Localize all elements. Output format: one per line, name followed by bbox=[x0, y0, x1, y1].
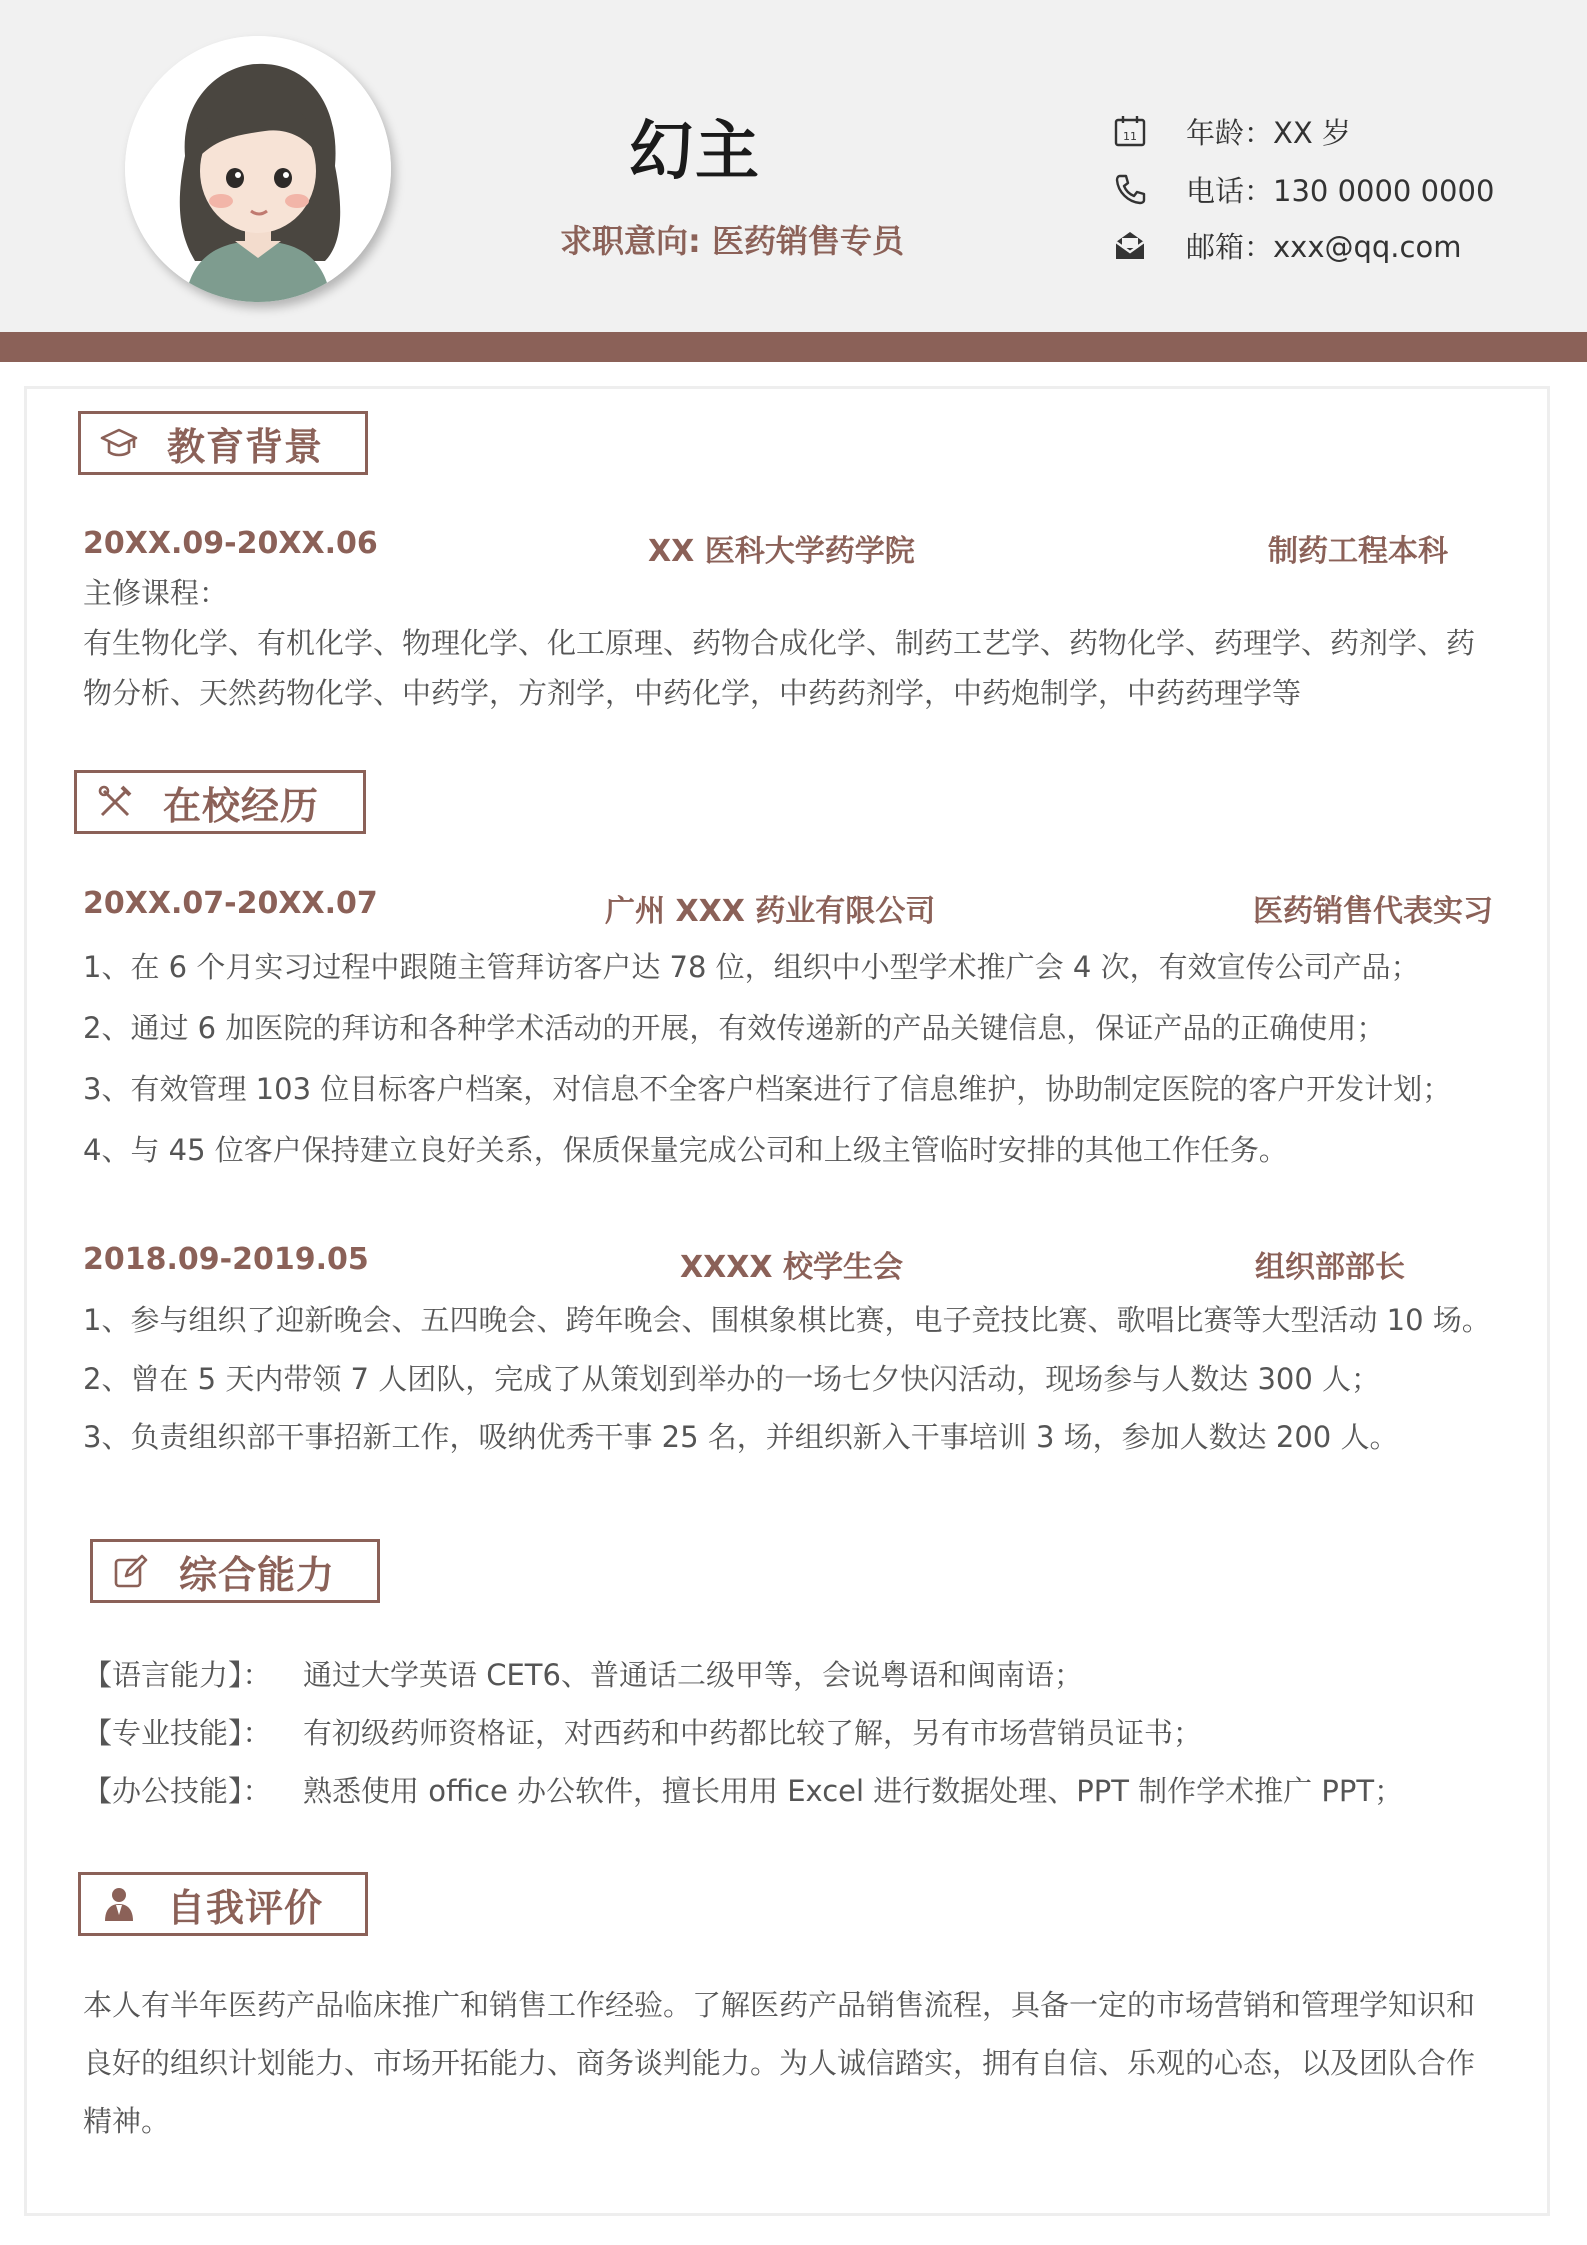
avatar bbox=[125, 36, 391, 302]
experience-1-role: 医药销售代表实习 bbox=[1253, 894, 1493, 929]
contact-age bbox=[1110, 108, 1530, 154]
skill-label: 【语言能力】： bbox=[83, 1658, 272, 1692]
skill-row bbox=[83, 1769, 1403, 1810]
experience-1-bullet: 2、通过 6 加医院的拜访和各种学术活动的开展，有效传递新的产品关键信息，保证产品的正确使用； bbox=[83, 1011, 1386, 1045]
edit-icon bbox=[109, 1549, 153, 1593]
skill-text: 有初级药师资格证，对西药和中药都比较了解，另有市场营销员证书； bbox=[303, 1716, 1203, 1750]
section-title-text: 在校经历 bbox=[163, 783, 320, 828]
email-text: 邮箱：xxx@qq.com bbox=[1186, 229, 1462, 264]
calendar-icon bbox=[1110, 111, 1150, 151]
courses-line-2: 物分析、天然药物化学、中药学，方剂学，中药化学，中药药剂学，中药炮制学，中药药理学等 bbox=[83, 676, 1302, 710]
courses-line-1: 有生物化学、有机化学、物理化学、化工原理、药物合成化学、制药工艺学、药物化学、药理学、药剂学、药 bbox=[83, 626, 1476, 660]
self-eval-line-3: 精神。 bbox=[83, 2104, 171, 2138]
education-major: 制药工程本科 bbox=[1268, 534, 1448, 569]
candidate-name: 幻主 bbox=[629, 115, 761, 189]
skill-row bbox=[83, 1653, 1083, 1694]
age-text: 年龄：XX 岁 bbox=[1186, 115, 1351, 150]
section-title-text: 自我评价 bbox=[167, 1885, 324, 1930]
section-title-education bbox=[78, 411, 368, 475]
education-date: 20XX.09-20XX.06 bbox=[83, 526, 378, 561]
self-eval-line-2: 良好的组织计划能力、市场开拓能力、商务谈判能力。为人诚信踏实，拥有自信、乐观的心态，以及团队合作 bbox=[83, 2046, 1476, 2080]
courses-label: 主修课程： bbox=[83, 576, 229, 610]
envelope-icon bbox=[1110, 225, 1150, 265]
experience-2-bullet: 1、参与组织了迎新晚会、五四晚会、跨年晚会、围棋象棋比赛，电子竞技比赛、歌唱比赛等大型活动 10 场。 bbox=[83, 1303, 1491, 1337]
section-title-experience bbox=[74, 770, 366, 834]
graduation-cap-icon bbox=[97, 421, 141, 465]
experience-2-org: XXXX 校学生会 bbox=[680, 1250, 903, 1285]
skill-row bbox=[83, 1711, 1202, 1752]
person-icon bbox=[97, 1882, 141, 1926]
skill-label: 【专业技能】： bbox=[83, 1716, 272, 1750]
skill-text: 通过大学英语 CET6、普通话二级甲等，会说粤语和闽南语； bbox=[303, 1658, 1083, 1692]
experience-2-bullet: 2、曾在 5 天内带领 7 人团队，完成了从策划到举办的一场七夕快闪活动，现场参与人数达 300 人； bbox=[83, 1362, 1381, 1396]
experience-1-org: 广州 XXX 药业有限公司 bbox=[605, 894, 936, 929]
experience-1-bullet: 1、在 6 个月实习过程中跟随主管拜访客户达 78 位，组织中小型学术推广会 4 次，有效宣传公司产品； bbox=[83, 950, 1420, 984]
experience-1-date: 20XX.07-20XX.07 bbox=[83, 886, 378, 921]
contact-email bbox=[1110, 222, 1530, 268]
phone-icon bbox=[1110, 169, 1150, 209]
job-intent: 求职意向: 医药销售专员 bbox=[560, 222, 904, 260]
resume-header bbox=[0, 0, 1587, 332]
experience-2-role: 组织部部长 bbox=[1255, 1250, 1405, 1285]
svg-text:11: 11 bbox=[1123, 130, 1137, 143]
experience-1-bullet: 4、与 45 位客户保持建立良好关系，保质保量完成公司和上级主管临时安排的其他工作任务。 bbox=[83, 1133, 1288, 1167]
contact-phone bbox=[1110, 166, 1530, 212]
experience-2-bullet: 3、负责组织部干事招新工作，吸纳优秀干事 25 名，并组织新入干事培训 3 场，参加人数达 200 人。 bbox=[83, 1420, 1399, 1454]
experience-1-bullet: 3、有效管理 103 位目标客户档案，对信息不全客户档案进行了信息维护，协助制定医院的客户开发计划； bbox=[83, 1072, 1452, 1106]
section-title-text: 综合能力 bbox=[179, 1552, 336, 1597]
header-accent-bar bbox=[0, 332, 1587, 362]
section-title-text: 教育背景 bbox=[167, 424, 324, 469]
section-title-skills bbox=[90, 1539, 380, 1603]
avatar-illustration bbox=[125, 36, 391, 302]
tools-icon bbox=[93, 780, 137, 824]
education-school: XX 医科大学药学院 bbox=[648, 534, 915, 569]
experience-2-date: 2018.09-2019.05 bbox=[83, 1242, 369, 1277]
self-eval-line-1: 本人有半年医药产品临床推广和销售工作经验。了解医药产品销售流程，具备一定的市场营销和管理学知识和 bbox=[83, 1988, 1476, 2022]
skill-text: 熟悉使用 office 办公软件，擅长用用 Excel 进行数据处理、PPT 制作学术推广 PPT； bbox=[303, 1774, 1404, 1808]
phone-text: 电话：130 0000 0000 bbox=[1186, 173, 1495, 208]
section-title-self-evaluation bbox=[78, 1872, 368, 1936]
skill-label: 【办公技能】： bbox=[83, 1774, 272, 1808]
